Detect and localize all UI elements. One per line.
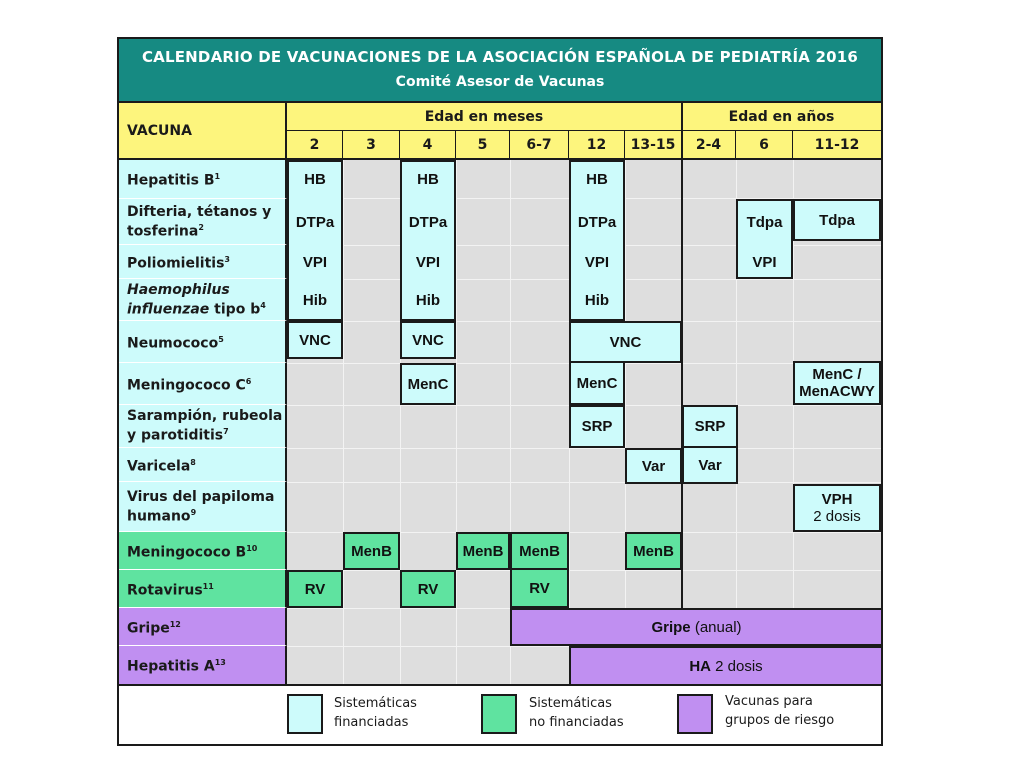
vaccine-menc-12m: MenC xyxy=(569,363,625,405)
age-col-6-7 xyxy=(510,131,569,160)
vaccine-dtpa-12m: DTPa xyxy=(577,213,617,231)
row-label-hepatitis-b: Hepatitis $B^1$ xyxy=(119,160,287,199)
age-col-3 xyxy=(343,131,400,160)
vaccine-rv-2m: RV xyxy=(287,570,343,608)
vaccine-var-13-15m: Var xyxy=(625,448,682,484)
vaccine-menc-menacwy-11-12y: MenC / MenACWY xyxy=(793,361,881,405)
row-label-papiloma: Virus del papiloma humano$^9$ xyxy=(119,482,287,532)
row-label-gripe: Gripe$^{12}$ xyxy=(119,608,287,646)
vaccine-var-2-4y: Var xyxy=(682,448,738,484)
vaccine-tdpa-11-12y: Tdpa xyxy=(793,199,881,241)
years-group-header xyxy=(682,103,881,131)
vaccine-srp-2-4y: SRP xyxy=(682,405,738,448)
row-label-difteria: Difteria, tétanos y tosferina$^2$ xyxy=(119,199,287,245)
vaccine-hib-4m: Hib xyxy=(415,291,441,309)
months-group-header xyxy=(287,103,682,131)
calendar-title: CALENDARIO DE VACUNACIONES DE LA ASOCIACIÓN ESPAÑOLA DE PEDIATRÍA 2016 xyxy=(141,48,859,66)
vacuna-label: VACUNA xyxy=(127,122,192,139)
legend-swatch-risk-groups xyxy=(677,694,713,734)
vaccine-hb-4m: HB xyxy=(417,171,439,188)
legend xyxy=(119,686,881,744)
row-label-varicela: Varicela$^8$ xyxy=(119,448,287,482)
row-label-sarampion: Sarampión, rubeola y parotiditis$^7$ xyxy=(119,405,287,448)
row-label-hepatitis-a: Hepatitis $A^{13}$ xyxy=(119,646,287,684)
vaccine-hb-12m: HB xyxy=(586,171,608,188)
age-col-11-12 xyxy=(793,131,881,160)
vaccine-vpi-2m: VPI xyxy=(302,253,328,271)
vaccine-dtpa-4m: DTPa xyxy=(408,213,448,231)
age-col-5 xyxy=(456,131,510,160)
vaccine-hib-12m: Hib xyxy=(584,291,610,309)
vacuna-column-header xyxy=(119,103,287,160)
age-label: 6 xyxy=(759,136,769,153)
vaccine-vpi-12m: VPI xyxy=(584,253,610,271)
row-label-neumococo: Neumococo$^5$ xyxy=(119,321,287,363)
row-label-poliomielitis: Poliomielitis$^3$ xyxy=(119,245,287,279)
age-col-13-15 xyxy=(625,131,682,160)
vaccine-ha-2-dosis: HA 2 dosis xyxy=(569,646,881,684)
legend-swatch-not-financed xyxy=(481,694,517,734)
legend-label-financed: Sistemáticas financiadas xyxy=(334,696,417,730)
row-label-haemophilus: Haemophilus influenzae tipo $b^4$ xyxy=(119,279,287,321)
age-label: 12 xyxy=(586,136,607,153)
age-col-12 xyxy=(569,131,625,160)
legend-label-not-financed: Sistemáticas no financiadas xyxy=(529,696,624,730)
age-label: 13-15 xyxy=(630,136,676,153)
legend-swatch-financed xyxy=(287,694,323,734)
vaccine-vnc-4m: VNC xyxy=(400,321,456,359)
vaccine-menc-4m: MenC xyxy=(400,363,456,405)
row-label-meningococo-c: Meningococo $C^6$ xyxy=(119,363,287,405)
vaccine-menb-3m: MenB xyxy=(343,532,400,570)
age-col-2 xyxy=(287,131,343,160)
vaccine-menb-6-7m: MenB xyxy=(510,532,569,570)
vaccine-menb-13-15m: MenB xyxy=(625,532,682,570)
vaccine-rv-6-7m: RV xyxy=(510,570,569,608)
vaccine-vnc-12-15m: VNC xyxy=(569,321,682,363)
vaccine-rv-4m: RV xyxy=(400,570,456,608)
age-col-4 xyxy=(400,131,456,160)
row-label-meningococo-b: Meningococo $B^{10}$ xyxy=(119,532,287,570)
vaccine-menb-5m: MenB xyxy=(456,532,510,570)
calendar-header xyxy=(119,39,881,103)
vaccine-vpi-4m: VPI xyxy=(415,253,441,271)
vaccine-hib-2m: Hib xyxy=(302,291,328,309)
vaccination-calendar xyxy=(117,37,883,746)
calendar-subtitle: Comité Asesor de Vacunas xyxy=(395,74,605,90)
months-years-separator xyxy=(681,103,683,684)
vaccine-hb-2m: HB xyxy=(304,171,326,188)
age-label: 6-7 xyxy=(526,136,552,153)
vaccine-gripe-anual: Gripe (anual) xyxy=(510,608,881,646)
vaccine-vpi-6y: VPI xyxy=(752,253,777,271)
vaccine-dtpa-2m: DTPa xyxy=(295,213,335,231)
vaccine-srp-12m: SRP xyxy=(569,405,625,448)
months-label: Edad en meses xyxy=(424,108,544,125)
age-label: 5 xyxy=(477,136,488,153)
age-label: 3 xyxy=(366,136,376,153)
age-label: 2-4 xyxy=(695,136,722,153)
years-label: Edad en años xyxy=(728,108,835,125)
age-label: 11-12 xyxy=(814,136,860,153)
vaccine-vnc-2m: VNC xyxy=(287,321,343,359)
age-col-2-4 xyxy=(682,131,736,160)
vaccine-tdpa-6y: Tdpa xyxy=(746,213,783,231)
age-label: 2 xyxy=(309,136,320,153)
legend-label-risk-groups: Vacunas para grupos de riesgo xyxy=(725,694,835,728)
vaccine-vph-11-12y: VPH 2 dosis xyxy=(793,484,881,532)
age-label: 4 xyxy=(422,136,433,153)
age-col-6 xyxy=(736,131,793,160)
row-label-rotavirus: Rotavirus$^{11}$ xyxy=(119,570,287,608)
